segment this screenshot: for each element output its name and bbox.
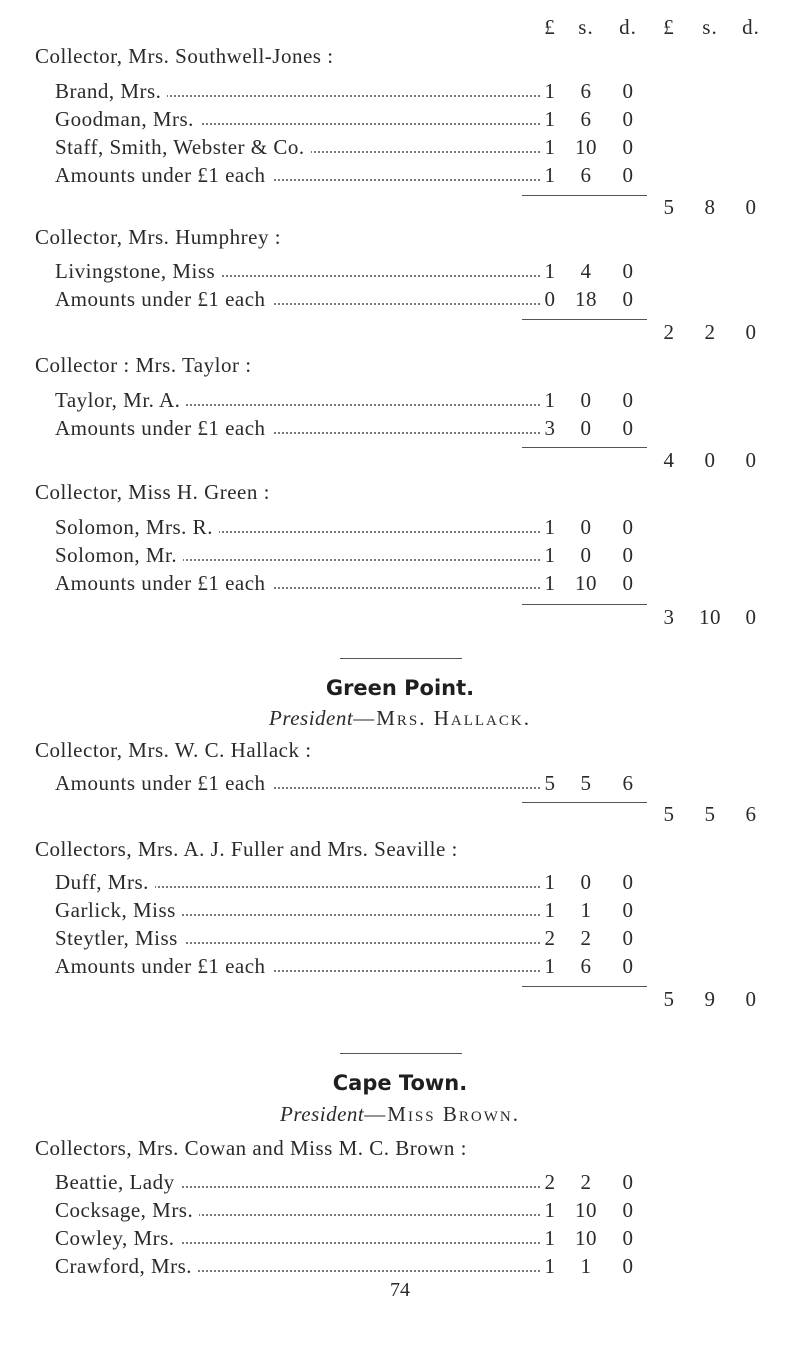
total-shillings: 0 — [704, 448, 716, 472]
total-pence: 0 — [745, 448, 757, 472]
list-item — [0, 1167, 800, 1197]
pence-value: 0 — [622, 898, 634, 922]
item-name: Amounts under £1 each — [55, 287, 272, 311]
pence-value: 0 — [622, 259, 634, 283]
item-name: Amounts under £1 each — [55, 571, 272, 595]
subtotal-row — [0, 799, 800, 829]
shillings-value: 10 — [575, 571, 597, 595]
pounds-value: 1 — [544, 388, 556, 412]
list-item — [0, 385, 800, 415]
total-shillings: 2 — [704, 320, 716, 344]
shillings-value: 6 — [580, 954, 592, 978]
total-pounds: 3 — [663, 605, 675, 629]
list-item — [0, 512, 800, 542]
total-pounds: 2 — [663, 320, 675, 344]
pence-value: 0 — [622, 1170, 634, 1194]
collector-line: Collector, Mrs. W. C. Hallack : — [35, 738, 312, 762]
total-shillings: 8 — [704, 195, 716, 219]
shillings-value: 0 — [580, 515, 592, 539]
list-item — [0, 284, 800, 314]
pounds-value: 1 — [544, 543, 556, 567]
collector-line: Collector : Mrs. Taylor : — [35, 353, 252, 377]
pence-value: 0 — [622, 135, 634, 159]
total-pounds: 5 — [663, 195, 675, 219]
shillings-value: 6 — [580, 163, 592, 187]
list-item — [0, 76, 800, 106]
shillings-value: 6 — [580, 79, 592, 103]
president-line — [0, 706, 800, 731]
item-name: Amounts under £1 each — [55, 416, 272, 440]
subtotal-row — [0, 984, 800, 1014]
pounds-value: 2 — [544, 926, 556, 950]
pence-value: 0 — [622, 1226, 634, 1250]
shillings-value: 18 — [575, 287, 597, 311]
item-name: Crawford, Mrs. — [55, 1254, 198, 1278]
collector-line: Collector, Mrs. Humphrey : — [35, 225, 282, 249]
item-name: Amounts under £1 each — [55, 954, 272, 978]
item-name: Taylor, Mr. A. — [55, 388, 186, 412]
collector-line: Collectors, Mrs. A. J. Fuller and Mrs. Seaville : — [35, 837, 458, 861]
section-heading-cape-town: Cape Town. — [332, 1071, 468, 1095]
pounds-value: 2 — [544, 1170, 556, 1194]
total-pence: 0 — [745, 320, 757, 344]
pounds-value: 0 — [544, 287, 556, 311]
pounds-value: 1 — [544, 1198, 556, 1222]
pounds-value: 1 — [544, 1254, 556, 1278]
pounds-value: 1 — [544, 954, 556, 978]
list-item — [0, 540, 800, 570]
shillings-value: 10 — [575, 1226, 597, 1250]
total-pence: 0 — [745, 987, 757, 1011]
shillings-value: 5 — [580, 771, 592, 795]
list-item — [0, 1195, 800, 1225]
total-pounds: 4 — [663, 448, 675, 472]
total-shillings: 5 — [704, 802, 716, 826]
pounds-value: 1 — [544, 898, 556, 922]
item-name: Cowley, Mrs. — [55, 1226, 181, 1250]
section-divider — [340, 658, 462, 659]
total-pence: 0 — [745, 605, 757, 629]
item-name: Cocksage, Mrs. — [55, 1198, 199, 1222]
subtotal-row — [0, 317, 800, 347]
pence-value: 0 — [622, 870, 634, 894]
pounds-value: 1 — [544, 259, 556, 283]
shillings-value: 10 — [575, 135, 597, 159]
pence-value: 0 — [622, 543, 634, 567]
total-pounds: 5 — [663, 802, 675, 826]
pence-value: 0 — [622, 1198, 634, 1222]
section-divider — [340, 1053, 462, 1054]
list-item — [0, 256, 800, 286]
total-shillings: 10 — [699, 605, 721, 629]
item-name: Duff, Mrs. — [55, 870, 155, 894]
shillings-value: 0 — [580, 416, 592, 440]
pence-value: 0 — [622, 954, 634, 978]
total-pounds: 5 — [663, 987, 675, 1011]
pounds-value: 1 — [544, 515, 556, 539]
list-item — [0, 867, 800, 897]
item-name: Goodman, Mrs. — [55, 107, 200, 131]
collector-line: Collectors, Mrs. Cowan and Miss M. C. Brown : — [35, 1136, 467, 1160]
item-name: Amounts under £1 each — [55, 771, 272, 795]
president-label: President — [269, 706, 354, 730]
pence-value: 0 — [622, 416, 634, 440]
pence-value: 0 — [622, 79, 634, 103]
shillings-value: 1 — [580, 1254, 592, 1278]
item-name: Solomon, Mrs. R. — [55, 515, 219, 539]
collector-line: Collector, Mrs. Southwell-Jones : — [35, 44, 334, 68]
list-item — [0, 1251, 800, 1281]
item-name: Brand, Mrs. — [55, 79, 167, 103]
collector-line: Collector, Miss H. Green : — [35, 480, 270, 504]
subtotal-row — [0, 602, 800, 632]
shillings-value: 1 — [580, 898, 592, 922]
shillings-value: 6 — [580, 107, 592, 131]
list-item — [0, 132, 800, 162]
total-pence: 0 — [745, 195, 757, 219]
col-header-shillings-1: s. — [578, 15, 594, 39]
list-item — [0, 951, 800, 981]
item-name: Livingstone, Miss — [55, 259, 221, 283]
pounds-value: 1 — [544, 135, 556, 159]
item-name: Garlick, Miss — [55, 898, 182, 922]
pence-value: 0 — [622, 926, 634, 950]
pounds-value: 1 — [544, 107, 556, 131]
column-header-row — [0, 12, 800, 42]
pence-value: 0 — [622, 515, 634, 539]
shillings-value: 2 — [580, 926, 592, 950]
total-shillings: 9 — [704, 987, 716, 1011]
shillings-value: 4 — [580, 259, 592, 283]
president-name: —Mrs. Hallack. — [353, 706, 531, 730]
pence-value: 0 — [622, 163, 634, 187]
item-name: Steytler, Miss — [55, 926, 184, 950]
list-item — [0, 568, 800, 598]
pence-value: 0 — [622, 571, 634, 595]
pence-value: 0 — [622, 1254, 634, 1278]
pence-value: 0 — [622, 287, 634, 311]
total-pence: 6 — [745, 802, 757, 826]
col-header-pence-1: d. — [619, 15, 637, 39]
page-number: 74 — [390, 1279, 410, 1301]
president-line — [0, 1102, 800, 1127]
shillings-value: 0 — [580, 543, 592, 567]
list-item — [0, 768, 800, 798]
shillings-value: 0 — [580, 870, 592, 894]
pence-value: 6 — [622, 771, 634, 795]
pounds-value: 1 — [544, 1226, 556, 1250]
item-name: Solomon, Mr. — [55, 543, 183, 567]
col-header-pounds-1: £ — [544, 15, 556, 39]
pence-value: 0 — [622, 107, 634, 131]
item-name: Amounts under £1 each — [55, 163, 272, 187]
list-item — [0, 895, 800, 925]
list-item — [0, 923, 800, 953]
shillings-value: 0 — [580, 388, 592, 412]
col-header-pence-2: d. — [742, 15, 760, 39]
list-item — [0, 160, 800, 190]
section-heading-green-point: Green Point. — [325, 676, 475, 700]
subtotal-row — [0, 445, 800, 475]
pounds-value: 1 — [544, 79, 556, 103]
president-label: President — [280, 1102, 365, 1126]
shillings-value: 10 — [575, 1198, 597, 1222]
subtotal-row — [0, 192, 800, 222]
list-item — [0, 413, 800, 443]
col-header-pounds-2: £ — [663, 15, 675, 39]
col-header-shillings-2: s. — [702, 15, 718, 39]
pounds-value: 5 — [544, 771, 556, 795]
president-name: —Miss Brown. — [364, 1102, 520, 1126]
list-item — [0, 1223, 800, 1253]
pounds-value: 1 — [544, 571, 556, 595]
shillings-value: 2 — [580, 1170, 592, 1194]
pounds-value: 1 — [544, 163, 556, 187]
item-name: Beattie, Lady — [55, 1170, 181, 1194]
item-name: Staff, Smith, Webster & Co. — [55, 135, 311, 159]
pounds-value: 1 — [544, 870, 556, 894]
pence-value: 0 — [622, 388, 634, 412]
list-item — [0, 104, 800, 134]
pounds-value: 3 — [544, 416, 556, 440]
